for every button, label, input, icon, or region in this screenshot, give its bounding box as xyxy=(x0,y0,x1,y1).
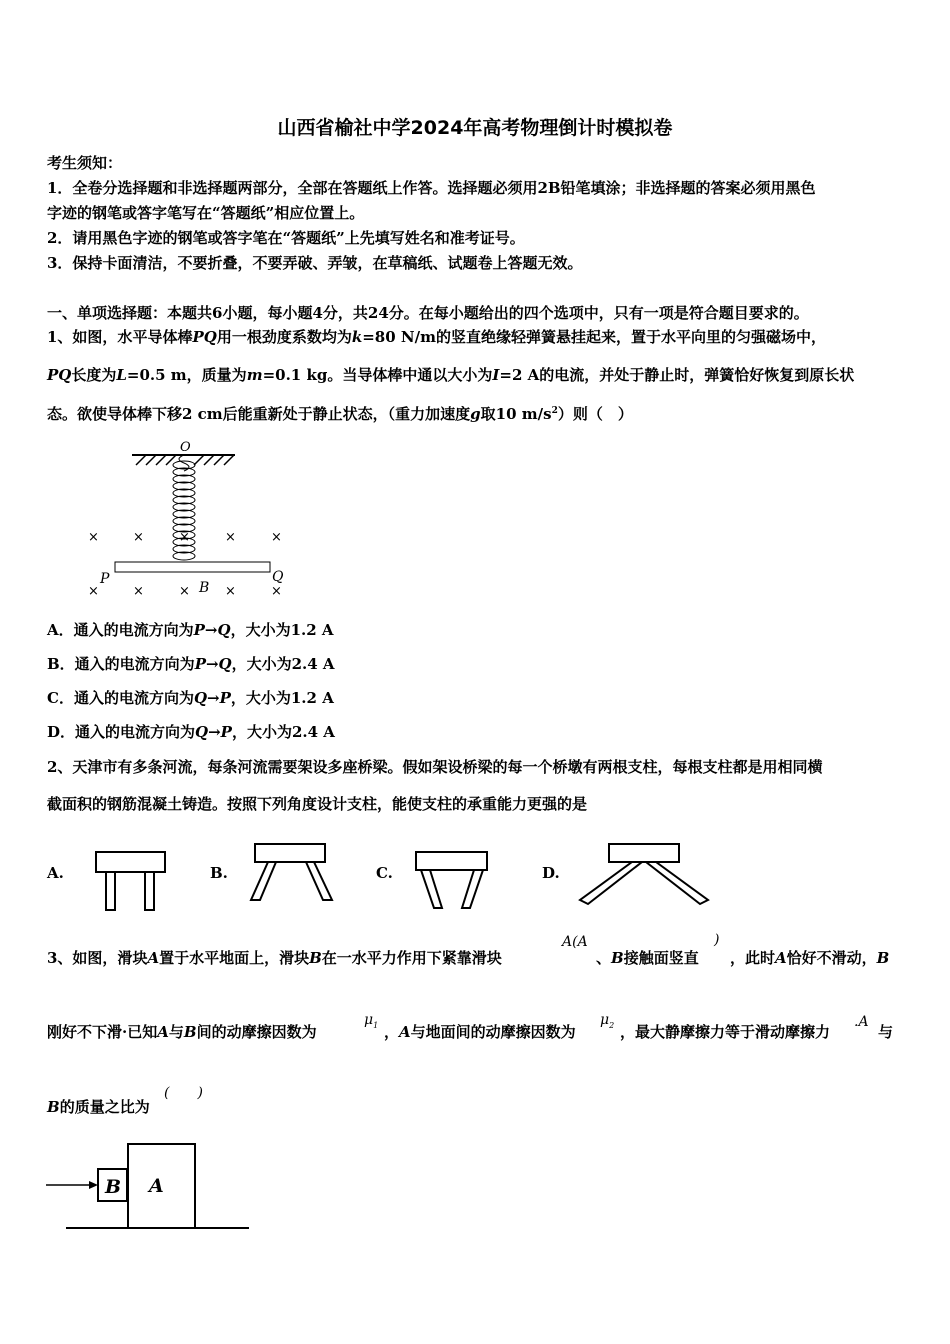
cross-mark: × xyxy=(225,584,236,599)
q3-line1-end: ，此时A恰好不滑动，B xyxy=(730,949,890,967)
q1-line2: PQ长度为L=0.5 m，质量为m=0.1 kg。当导体棒中通以大小为I=2 A的电流，并处于静止时，弹簧恰好恢复到原长状 xyxy=(47,366,855,384)
mu1-symbol: $\mu_1$ xyxy=(364,1012,379,1030)
pillar-figure-d xyxy=(578,842,710,908)
block-A-label: A xyxy=(149,1175,164,1197)
q1-spring-figure xyxy=(80,435,300,605)
page-title: 山西省榆社中学2024年高考物理倒计时模拟卷 xyxy=(277,117,673,139)
notice-heading: 考生须知： xyxy=(47,154,123,172)
q2-line2: 截面积的钢筋混凝土铸造。按照下列角度设计支柱，能使支柱的承重能力更强的是 xyxy=(47,795,588,813)
pillar-figure-c xyxy=(414,850,492,912)
q3-answer-paren: ( ) xyxy=(164,1085,203,1101)
cross-mark: × xyxy=(88,530,99,545)
q1-option-c[interactable]: C．通入的电流方向为Q→P，大小为1.2 A xyxy=(47,689,334,707)
label-P: P xyxy=(100,571,110,587)
label-Q: Q xyxy=(272,569,284,585)
cross-mark: × xyxy=(225,530,236,545)
q1-line3: 态。欲使导体棒下移2 cm后能重新处于静止状态，（重力加速度g取10 $m/s^2$）则（ ） xyxy=(47,405,633,423)
cross-mark: × xyxy=(133,530,144,545)
cross-mark: × xyxy=(271,530,282,545)
notice-line2: 2．请用黑色字迹的钢笔或答字笔在“答题纸”上先填写姓名和准考证号。 xyxy=(47,229,525,247)
q3-dot-A: .A xyxy=(854,1014,869,1030)
cross-mark: × xyxy=(88,584,99,599)
q2-option-d[interactable]: D. xyxy=(542,864,560,882)
notice-line1: 1．全卷分选择题和非选择题两部分，全部在答题纸上作答。选择题必须用2B铅笔填涂；非选择题的答案必须用黑色 xyxy=(47,179,816,197)
q1-option-b[interactable]: B．通入的电流方向为P→Q，大小为2.4 A xyxy=(47,655,335,673)
q1-option-a[interactable]: A．通入的电流方向为P→Q，大小为1.2 A xyxy=(47,621,334,639)
q1-option-d[interactable]: D．通入的电流方向为Q→P，大小为2.4 A xyxy=(47,723,335,741)
q3-line2-mid: ，A与地面间的动摩擦因数为 xyxy=(384,1023,576,1041)
q3-blocks-figure xyxy=(46,1140,251,1232)
q3-line3: B的质量之比为 xyxy=(47,1098,150,1116)
notice-line3: 3．保持卡面清洁，不要折叠，不要弄破、弄皱，在草稿纸、试题卷上答题无效。 xyxy=(47,254,583,272)
pillar-figure-a xyxy=(95,850,167,912)
section-heading: 一、单项选择题：本题共6小题，每小题4分，共24分。在每小题给出的四个选项中，只有一项是符合题目要求的。 xyxy=(47,304,809,322)
q3-paren-close: ) xyxy=(714,932,720,948)
q2-option-c[interactable]: C. xyxy=(376,864,393,882)
q1-line1: 1、如图，水平导体棒PQ用一根劲度系数均为k=80 N/m的竖直绝缘轻弹簧悬挂起来，置于水平向里的匀强磁场中， xyxy=(47,328,826,346)
q2-option-a[interactable]: A. xyxy=(47,864,64,882)
cross-mark: × xyxy=(179,584,190,599)
label-B: B xyxy=(199,580,210,596)
q3-line1-tail: 、B接触面竖直 xyxy=(596,949,699,967)
block-B-label: B xyxy=(105,1176,122,1198)
cross-mark: × xyxy=(179,530,190,545)
cross-mark: × xyxy=(271,584,282,599)
notice-line1b: 字迹的钢笔或答字笔写在“答题纸”相应位置上。 xyxy=(47,204,365,222)
q2-option-b[interactable]: B. xyxy=(210,864,228,882)
q3-line1: 3、如图，滑块A置于水平地面上，滑块B在一水平力作用下紧靠滑块 xyxy=(47,949,502,967)
q3-inline-formula: A(A xyxy=(562,934,588,950)
q3-line2-tail: ，最大静摩擦力等于滑动摩擦力 xyxy=(620,1023,831,1041)
q2-line1: 2、天津市有多条河流，每条河流需要架设多座桥梁。假如架设桥梁的每一个桥墩有两根支柱，每根支柱都是用相同横 xyxy=(47,758,823,776)
mu2-symbol: $\mu_2$ xyxy=(600,1012,615,1030)
q3-line2: 刚好不下滑·已知A与B间的动摩擦因数为 xyxy=(47,1023,317,1041)
cross-mark: × xyxy=(133,584,144,599)
pillar-figure-b xyxy=(248,842,338,904)
q3-line2-end: 与 xyxy=(878,1023,894,1041)
label-O: O xyxy=(180,440,191,455)
